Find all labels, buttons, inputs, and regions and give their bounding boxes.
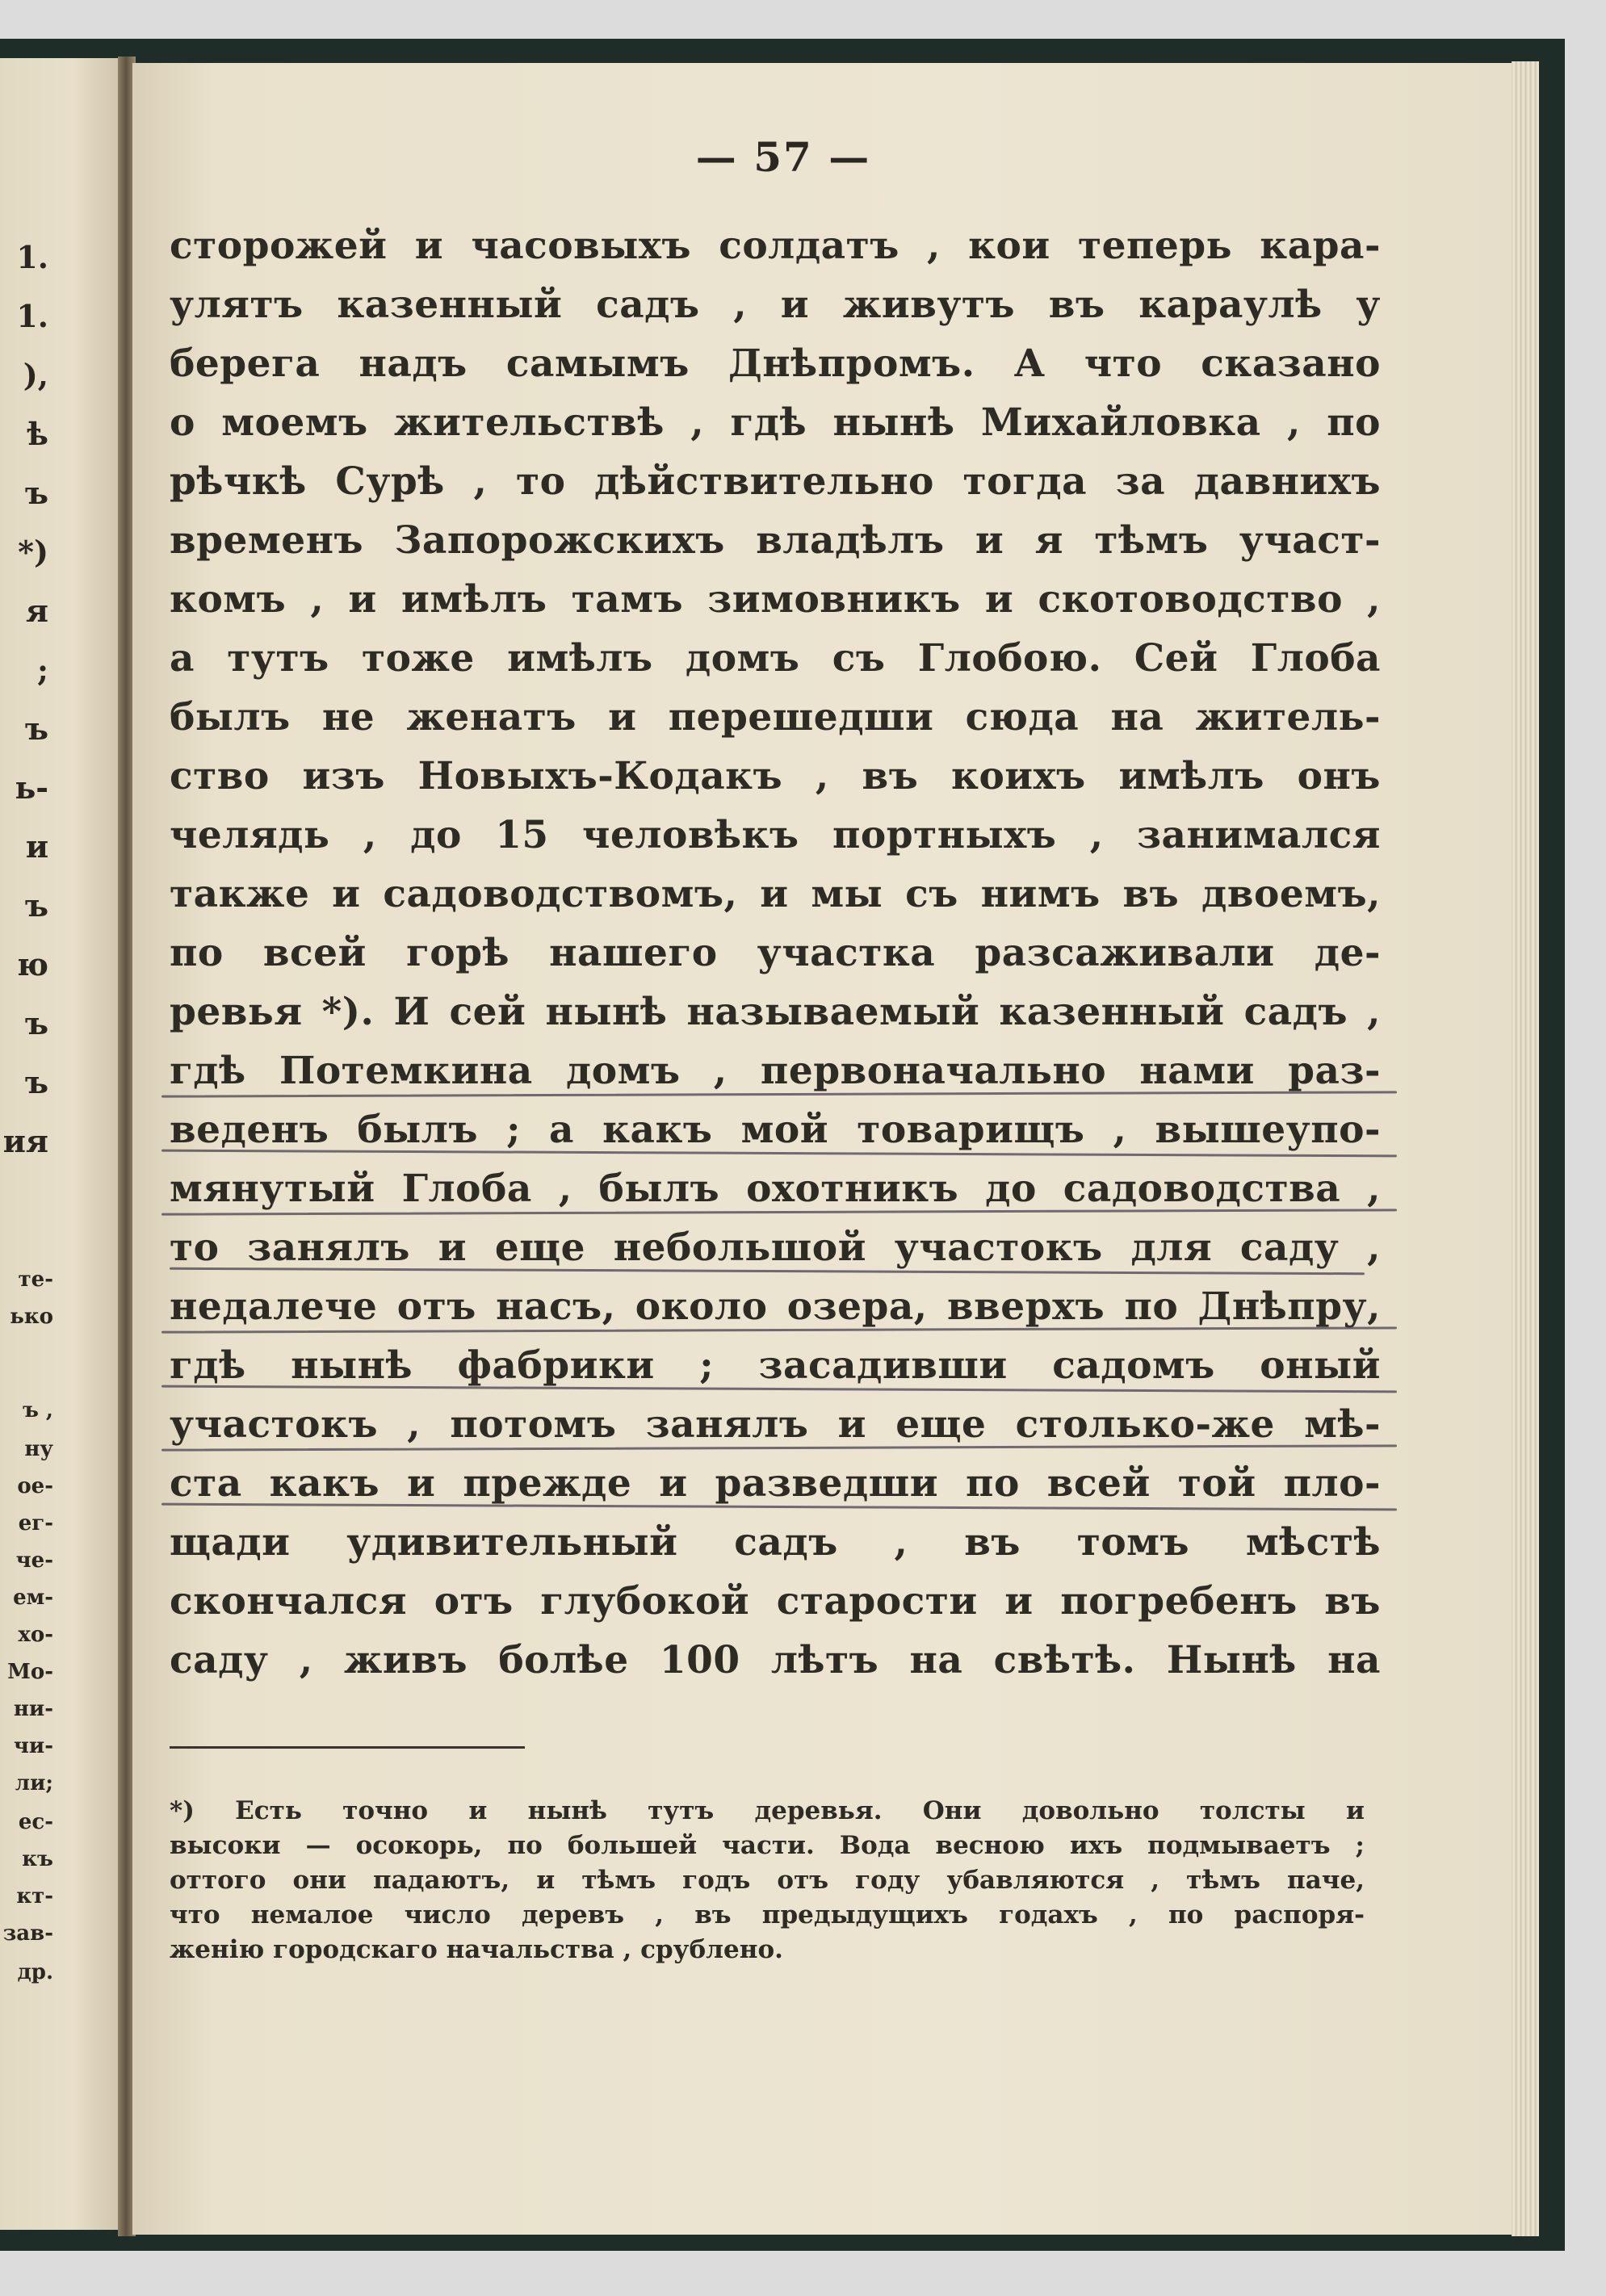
left-page-footnote-fragment: кт- [16, 1884, 53, 1908]
text-line: по всей горѣ нашего участка разсаживали де- [170, 931, 1381, 975]
footnote-line: оттого они падаютъ, и тѣмъ годъ отъ году убавляются , тѣмъ паче, [170, 1866, 1365, 1895]
main-text [170, 216, 1381, 1690]
text-line: о моемъ жительствѣ , гдѣ нынѣ Михайловка , по [170, 400, 1381, 445]
text-line: челядь , до 15 человѣкъ портныхъ , занимался [170, 813, 1381, 857]
text-line: гдѣ нынѣ фабрики ; засадивши садомъ оный [170, 1343, 1381, 1388]
left-page-fragment: ; [36, 652, 48, 688]
left-page-footnote-fragment: хо- [18, 1623, 53, 1647]
left-page-fragment: я [25, 593, 48, 629]
text-line: мянутый Глоба , былъ охотникъ до садоводства , [170, 1167, 1381, 1211]
text-line: улятъ казенный садъ , и живутъ въ караулѣ у [170, 283, 1381, 327]
text-line: также и садоводствомъ, и мы съ нимъ въ двоемъ, [170, 872, 1381, 916]
text-line: гдѣ Потемкина домъ , первоначально нами раз- [170, 1049, 1381, 1093]
text-line: то занялъ и еще небольшой участокъ для саду , [170, 1226, 1381, 1270]
page-edge [1512, 61, 1539, 2236]
text-line: саду , живъ болѣе 100 лѣтъ на свѣтѣ. Нынѣ на [170, 1638, 1381, 1682]
footnote [170, 1794, 1365, 1967]
left-page-fragment: ), [23, 357, 48, 393]
left-page-footnote-fragment: ни- [13, 1697, 53, 1721]
text-line: участокъ , потомъ занялъ и еще столько-же мѣ- [170, 1402, 1381, 1447]
left-page-footnote-fragment: др. [17, 1960, 53, 1984]
text-line: берега надъ самымъ Днѣпромъ. А что сказано [170, 341, 1381, 386]
left-page-fragment: ъ [24, 1005, 48, 1041]
left-page-footnote-fragment: ег- [18, 1511, 53, 1536]
text-line: скончался отъ глубокой старости и погребенъ въ [170, 1579, 1381, 1624]
footnote-line: высоки — осокорь, по большей части. Вода весною ихъ подмываетъ ; [170, 1831, 1365, 1860]
left-page-fragment: ъ [24, 887, 48, 924]
left-page-footnote-fragment: ем- [13, 1586, 53, 1610]
left-page-footnote-fragment: ес- [18, 1810, 53, 1834]
text-line: ревья *). И сей нынѣ называемый казенный садъ , [170, 990, 1381, 1034]
left-page-footnote-fragment: те- [18, 1267, 53, 1292]
left-page-fragment: и [25, 828, 48, 865]
left-page-fragment: ю [17, 946, 48, 983]
left-page-fragment: *) [18, 534, 48, 570]
left-page-footnote-fragment: Мо- [7, 1660, 53, 1684]
footnote-rule [170, 1746, 525, 1749]
footnote-line: что немалое число деревъ , въ предыдущихъ годахъ , по распоря- [170, 1900, 1365, 1929]
text-line: сторожей и часовыхъ солдатъ , кои теперь кара- [170, 224, 1381, 268]
footnote-line: женію городскаго начальства , срублено. [170, 1935, 783, 1964]
left-page-fragment: ъ [24, 475, 48, 511]
left-page-fragment: ь- [15, 769, 48, 806]
left-page-fragment: ъ [24, 1064, 48, 1100]
left-page-fragment: 1. [16, 298, 48, 334]
left-page-fragment: ѣ [27, 416, 48, 452]
left-page-footnote-fragment: че- [15, 1548, 53, 1573]
text-line: ста какъ и прежде и разведши по всей той пло- [170, 1461, 1381, 1506]
text-line: рѣчкѣ Сурѣ , то дѣйствительно тогда за давнихъ [170, 459, 1381, 504]
text-line: былъ не женатъ и перешедши сюда на житель- [170, 695, 1381, 739]
left-page-footnote-fragment: зав- [2, 1921, 53, 1946]
text-line: ство изъ Новыхъ-Кодакъ , въ коихъ имѣлъ онъ [170, 754, 1381, 798]
text-line: комъ , и имѣлъ тамъ зимовникъ и скотоводство , [170, 577, 1381, 622]
text-line: временъ Запорожскихъ владѣлъ и я тѣмъ участ- [170, 518, 1381, 563]
left-page-footnote-fragment: чи- [13, 1734, 53, 1758]
left-page-footnote-fragment: ое- [17, 1474, 53, 1498]
text-line: недалече отъ насъ, около озера, вверхъ по Днѣпру, [170, 1284, 1381, 1329]
text-line: а тутъ тоже имѣлъ домъ съ Глобою. Сей Глоба [170, 636, 1381, 681]
footnote-line: *) Есть точно и нынѣ тутъ деревья. Они довольно толсты и [170, 1796, 1365, 1825]
left-page-footnote-fragment: ько [10, 1305, 53, 1329]
left-page-footnote-fragment: ли; [15, 1771, 53, 1795]
left-page-fragment: 1. [16, 239, 48, 275]
left-page-fragment: ъ [24, 710, 48, 747]
text-line: веденъ былъ ; а какъ мой товарищъ , вышеупо- [170, 1108, 1381, 1152]
left-page-footnote-fragment: къ [22, 1847, 53, 1871]
page-number: — 57 — [695, 133, 871, 181]
left-page-footnote-fragment: ну [24, 1437, 53, 1461]
left-page-fragment: ия [2, 1123, 48, 1159]
text-line: щади удивительный садъ , въ томъ мѣстѣ [170, 1520, 1381, 1565]
left-page-footnote-fragment: ъ , [22, 1398, 53, 1422]
